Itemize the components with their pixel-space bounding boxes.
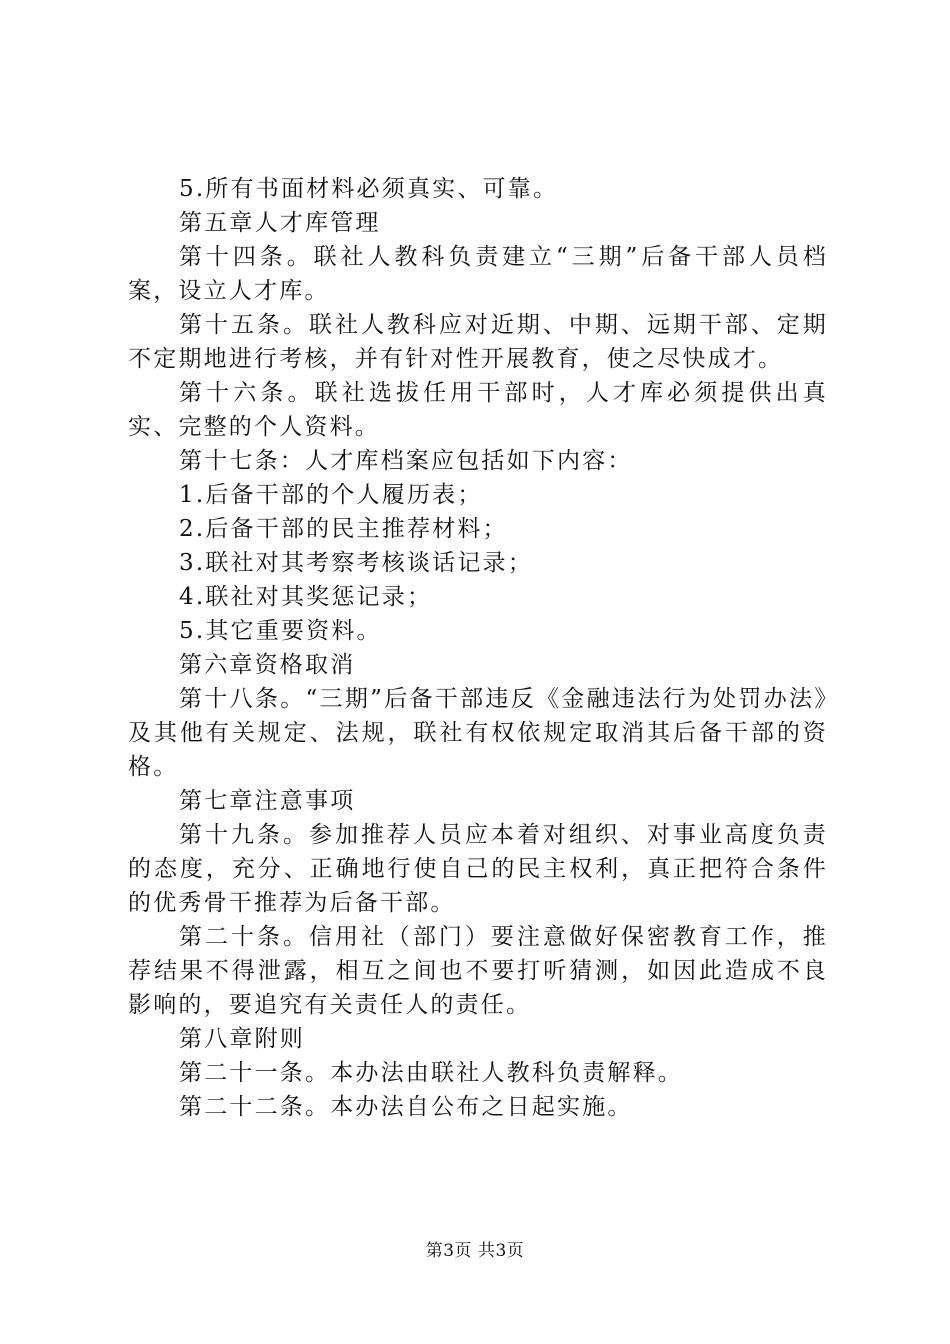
- document-body: [128, 172, 828, 1124]
- page-number-label: 第3页 共3页: [425, 1241, 525, 1261]
- chapter-heading-5: 第五章人才库管理: [179, 210, 381, 236]
- list-item-3: 3.联社对其考察考核谈话记录；: [179, 550, 533, 576]
- chapter-heading-8: 第八章附则: [179, 1026, 305, 1052]
- article-18: 第十八条。“三期”后备干部违反《金融违法行为处罚办法》及其他有关规定、法规，联社有权依规定取消其后备干部的资格。: [128, 686, 828, 780]
- article-15: 第十五条。联社人教科应对近期、中期、远期干部、定期不定期地进行考核，并有针对性开展教育，使之尽快成才。: [128, 312, 828, 372]
- chapter-heading-7: 第七章注意事项: [179, 788, 356, 814]
- article-21: 第二十一条。本办法由联社人教科负责解释。: [179, 1060, 683, 1086]
- article-14: 第十四条。联社人教科负责建立“三期”后备干部人员档案，设立人才库。: [128, 244, 828, 304]
- chapter-heading-6: 第六章资格取消: [179, 652, 356, 678]
- page-footer: [0, 1236, 950, 1261]
- article-19: 第十九条。参加推荐人员应本着对组织、对事业高度负责的态度，充分、正确地行使自己的民主权利，真正把符合条件的优秀骨干推荐为后备干部。: [128, 822, 828, 916]
- paragraph-item-5-written-materials: 5.所有书面材料必须真实、可靠。: [179, 176, 559, 202]
- article-22: 第二十二条。本办法自公布之日起实施。: [179, 1094, 633, 1120]
- list-item-5: 5.其它重要资料。: [179, 618, 382, 644]
- article-20: 第二十条。信用社（部门）要注意做好保密教育工作，推荐结果不得泄露，相互之间也不要打听猜测，如因此造成不良影响的，要追究有关责任人的责任。: [128, 924, 828, 1018]
- list-item-1: 1.后备干部的个人履历表；: [179, 482, 483, 508]
- article-16: 第十六条。联社选拔任用干部时，人才库必须提供出真实、完整的个人资料。: [128, 380, 828, 440]
- article-17: 第十七条：人才库档案应包括如下内容：: [179, 448, 633, 474]
- list-item-4: 4.联社对其奖惩记录；: [179, 584, 433, 610]
- list-item-2: 2.后备干部的民主推荐材料；: [179, 516, 508, 542]
